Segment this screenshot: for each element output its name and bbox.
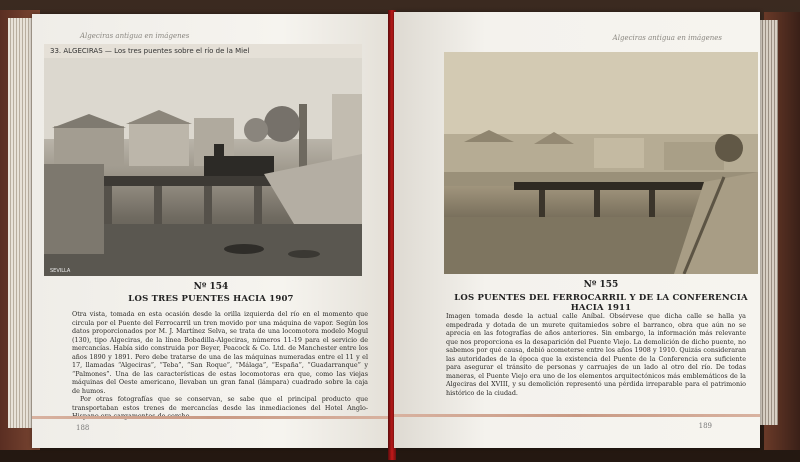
photo-title-154: LOS TRES PUENTES HACIA 1907 — [128, 294, 294, 304]
decorative-rule-right — [394, 414, 760, 417]
page-number-left: 188 — [76, 424, 90, 432]
photo-footnote: SEVILLA — [50, 268, 71, 274]
historic-photo-three-bridges — [44, 44, 362, 276]
decorative-rule-left — [32, 416, 390, 419]
photo-number-154: Nº 154 — [193, 282, 229, 292]
photo-caption-strip: 33. ALGECIRAS — Los tres puentes sobre el río de la Miel — [44, 44, 362, 58]
body-text-left — [72, 310, 368, 421]
paragraph: Otra vista, tomada en esta ocasión desde la orilla izquierda del río en el momento que circula por el Puente del Ferrocarril un tren movido por una máquina de vapor. Según los datos proporcionados por M. J. Martínez Selva, se trata de una locomotora modelo Mogul (130), tipo Algeciras, de la línea Bobadilla-Algeciras, números 11-19 para el servicio de mercancías. Había sido construida por Beyer, Peacock & Co. Ltd. de Manchester entre los años 1890 y 1891. Pero debe tratarse de una de las máquinas numeradas entre el 11 y el 17, llamadas “Algeciras”, “Teba”, “San Roque”, “Málaga”, “España”, “Guadarranque” y “Palmones”. Una de las características de estas locomotoras era que, como las viejas máquinas del Oeste americano, llevaban un gran fanal (lámpara) cuadrado sobre la caja de humos. — [72, 310, 368, 395]
running-head-right: Algeciras antigua en imágenes — [612, 34, 722, 42]
photo-title-155: LOS PUENTES DEL FERROCARRIL Y DE LA CONFERENCIA HACIA 1911 — [454, 293, 748, 313]
left-page — [32, 14, 390, 448]
running-head-left: Algeciras antigua en imágenes — [80, 32, 190, 40]
page-number-right: 189 — [698, 422, 712, 430]
historic-photo-railway-bridges — [444, 52, 758, 274]
photo-scene-right — [444, 52, 758, 274]
body-text-right — [446, 312, 746, 397]
right-page — [394, 12, 760, 448]
paragraph: Por otras fotografías que se conservan, se sabe que el principal producto que transportaban estos trenes de mercancías desde las inmediaciones del Hotel Anglo- — [72, 395, 368, 412]
photo-number-155: Nº 155 — [583, 280, 619, 290]
photo-scene-left — [44, 44, 362, 276]
paragraph: Imagen tomada desde la actual calle Aníbal. Obsérvese que dicha calle se halla ya empedrada y dotada de un murete quitamiedos sobre el barranco, obra que aún no se aprecia en las fotografías de años anteriores. Sin embargo, la información más relevante que nos proporciona es la desaparición del Puente Viejo. La demolición de dicho puente, no sabemos por qué causa, debió acometerse entre los años 1908 y 1910. Quizás consideraran las autoridades de la época que la existencia del Puente de la Conferencia era suficiente para asegurar el tránsito de personas y carruajes de un lado al otro del río. De todas maneras, el Puente Viejo era uno de los elementos arquitectónicos más emblemáticos de la Algeciras del XVIII, y su demolición representó una pérdida irreparable para el patrimonio histórico de la ciudad. — [446, 312, 746, 397]
